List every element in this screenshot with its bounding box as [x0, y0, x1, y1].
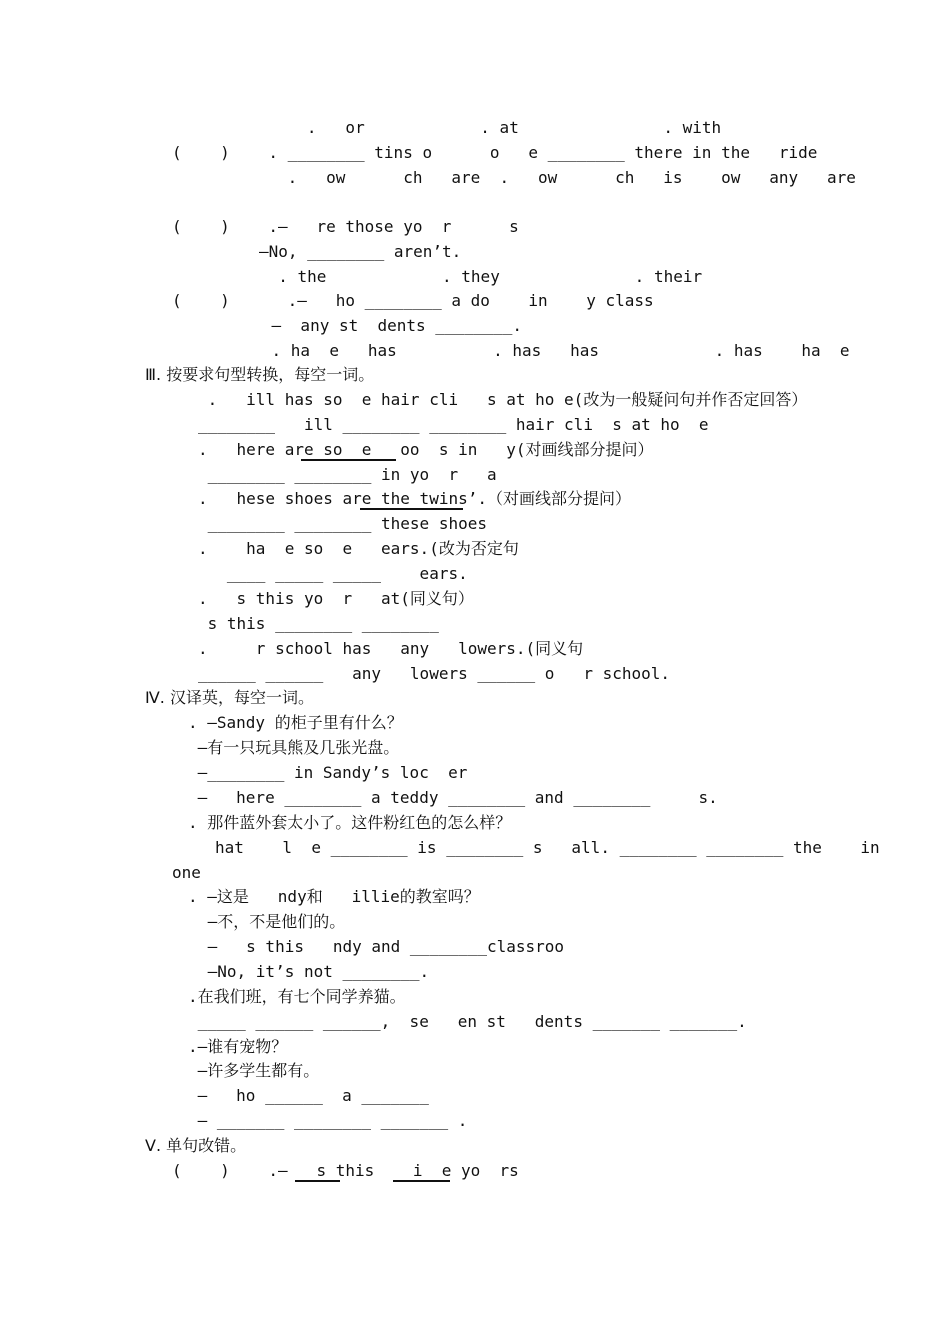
- question-line: ( ) . ________ tins o o e ________ there in the ride: [172, 143, 818, 162]
- task-line: .—谁有宠物？: [188, 1037, 288, 1056]
- task-line: .在我们班，有七个同学养猫。: [188, 987, 406, 1006]
- underline-mark: [295, 1180, 340, 1182]
- section-heading: Ⅴ. 单句改错。: [145, 1136, 247, 1155]
- task-line: . —这是 ndy和 illie的教室吗？: [188, 887, 480, 906]
- underline-mark: [393, 1180, 450, 1182]
- question-line: ( ) .— s this i e yo rs: [172, 1161, 519, 1180]
- answer-line: hat l e ________ is ________ s all. ________ ________ the in: [215, 838, 880, 857]
- options-line: . ha e has . has has . has ha e: [233, 341, 850, 360]
- answer-line: _____ ______ ______, se en st dents _______ _______.: [188, 1012, 747, 1031]
- answer-line: s this ________ ________: [198, 614, 439, 633]
- task-line: . here are so e oo s in y(对画线部分提问）: [198, 440, 654, 459]
- task-line: . s this yo r at(同义句）: [198, 589, 474, 608]
- task-line: . ha e so e ears.(改为否定句: [198, 539, 519, 558]
- section-heading: Ⅲ. 按要求句型转换，每空一词。: [145, 365, 375, 384]
- answer-line: —No, it’s not ________.: [198, 962, 430, 981]
- options-line: . ow ch are . ow ch is ow any are: [172, 168, 856, 187]
- answer-line: — ho ______ a _______: [188, 1086, 429, 1105]
- options-line: . or . at . with: [278, 118, 722, 137]
- section-heading: Ⅳ. 汉译英，每空一词。: [145, 688, 314, 707]
- underline-mark: [301, 459, 396, 461]
- question-line: — any st dents ________.: [233, 316, 522, 335]
- task-line: —不，不是他们的。: [198, 912, 346, 931]
- answer-line: ________ ________ these shoes: [198, 514, 487, 533]
- answer-line: ________ ill ________ ________ hair cli s at ho e: [198, 415, 709, 434]
- task-line: . ill has so e hair cli s at ho e(改为一般疑问句并作否定回答）: [198, 390, 808, 409]
- task-line: . hese shoes are the twins’.（对画线部分提问）: [198, 489, 631, 508]
- answer-line: —________ in Sandy’s loc er: [188, 763, 468, 782]
- task-line: . r school has any lowers.(同义句: [198, 639, 584, 658]
- question-line: —No, ________ aren’t.: [259, 242, 462, 261]
- task-line: —许多学生都有。: [188, 1061, 320, 1080]
- task-line: —有一只玩具熊及几张光盘。: [188, 738, 400, 757]
- answer-line: ________ ________ in yo r a: [198, 465, 497, 484]
- answer-line: — _______ ________ _______ .: [188, 1111, 468, 1130]
- options-line: . the . they . their: [259, 267, 703, 286]
- answer-line: one: [172, 863, 201, 882]
- answer-line: ____ _____ _____ ears.: [198, 564, 468, 583]
- task-line: . 那件蓝外套太小了。这件粉红色的怎么样？: [188, 813, 512, 832]
- answer-line: — here ________ a teddy ________ and ________ s.: [188, 788, 718, 807]
- question-line: ( ) .— ho ________ a do in y class: [172, 291, 654, 310]
- answer-line: ______ ______ any lowers ______ o r school.: [198, 664, 671, 683]
- underline-mark: [360, 508, 463, 510]
- question-line: ( ) .— re those yo r s: [172, 217, 519, 236]
- answer-line: — s this ndy and ________classroo: [198, 937, 565, 956]
- task-line: . —Sandy 的柜子里有什么？: [188, 713, 403, 732]
